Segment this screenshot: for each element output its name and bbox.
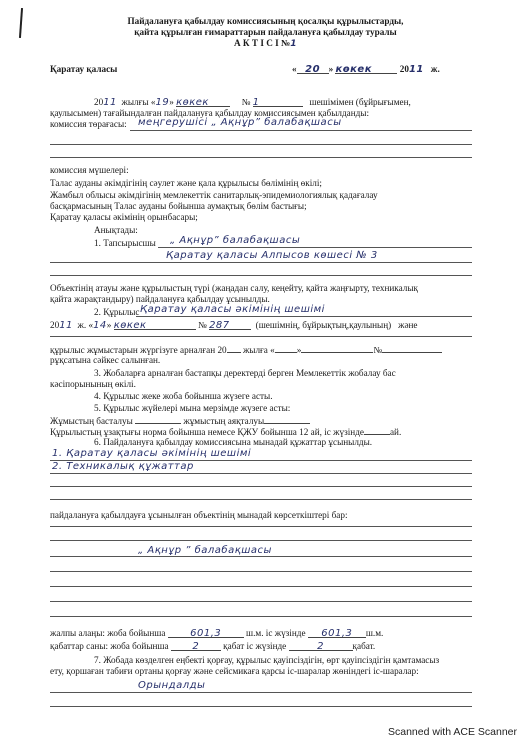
act-date: « 20 » көкек 2011 ж. (292, 64, 440, 75)
permit-line-a: құрылыс жұмыстарын жүргізуге арналған 20 (50, 345, 227, 355)
chair-underline (130, 130, 472, 131)
customer-address: Қаратау қаласы Алпысов көшесі № 3 (166, 250, 378, 261)
build-no-label: № (197, 320, 207, 330)
customer-name: „ Ақнұр” балабақшасы (170, 235, 301, 246)
decision-line2: қаулысымен) тағайындалған пайдалануға қабылдау комиссиясымен қабылданды: (50, 108, 370, 118)
blank-line (50, 486, 472, 487)
decision-number: 1 (252, 97, 260, 108)
item3-line1: 3. Жобаларға арналған бастапқы деректерді берген Мемлекеттік жобалау бас (94, 368, 396, 378)
area-label: жалпы алаңы: жоба бойынша (50, 628, 166, 638)
act-title (0, 38, 531, 50)
member-4: Қаратау қаласы әкімінің орынбасары; (50, 212, 198, 222)
act-date-suffix: ж. (430, 64, 440, 74)
act-number: 1 (290, 39, 297, 49)
area-line (50, 628, 383, 639)
item7-line2: ету, қоршаған табиғи ортаны қорғау және сейсмикаға қарсы іс-шаралар жөніндегі іс-шаралар: (50, 666, 419, 676)
decision-day: 19 (155, 97, 170, 108)
build-basis: Қаратау қаласы әкімінің шешімі (140, 304, 325, 315)
customer-underline (158, 247, 472, 248)
blank-line (50, 616, 472, 617)
build-number: 287 (209, 320, 230, 331)
duration-line-a: Құрылыстың ұзақтығы норма бойынша немесе ҚЖУ бойынша 12 ай, іс жүзінде (50, 427, 364, 437)
blank-line (50, 571, 472, 572)
blank-line (50, 157, 472, 158)
blank-line (50, 540, 472, 541)
item1-label: 1. Тапсырысшы (94, 238, 156, 248)
decision-year-prefix: 20 (94, 97, 104, 107)
build-tail1: (шешімнің, бұйрықтың,қаулының) (255, 320, 392, 330)
header-line1: Пайдалануға қабылдау комиссиясының қосалқы құрылыстарды, (127, 16, 404, 26)
object-name-underline (50, 556, 472, 557)
permit-line-c: » (296, 345, 302, 355)
blank-line (50, 706, 472, 707)
decision-close-quote: » (169, 97, 174, 107)
decision-jylgy: жылғы « (121, 97, 156, 107)
area-unit2: ш.м. (365, 628, 384, 638)
act-date-month: көкек (335, 64, 372, 75)
build-month: көкек (113, 320, 147, 331)
item7-result: Орындалды (138, 680, 206, 691)
item2-label: 2. Құрылыс (94, 307, 140, 317)
item7-underline (50, 692, 472, 693)
indicators-label: пайдалануға қабылдауға ұсынылған объектінің мынадай көрсеткіштері бар: (50, 510, 348, 520)
header-line2: қайта құрылған ғимараттарын пайдалануға қабылдау туралы (134, 27, 397, 37)
blank-line (50, 526, 472, 527)
anyqtady-label: Анықтады: (94, 225, 138, 235)
area-unit1: ш.м. іс жүзінде (246, 628, 306, 638)
blank-line (50, 336, 472, 337)
build-zh: ж. « (77, 320, 94, 330)
document-2-underline (50, 473, 472, 474)
item6: 6. Пайдалануға қабылдау комиссиясына мынадай құжаттар ұсынылды. (94, 437, 373, 447)
blank-line (50, 586, 472, 587)
member-1: Талас ауданы әкімдігінің сәулет және қала құрылысы бөлімінің өкілі; (50, 178, 322, 188)
act-date-year: 11 (408, 64, 424, 75)
works-start-label: Жұмыстың басталуы (50, 416, 133, 426)
member-2: Жамбыл облысы әкімдігінің мемлекеттік санитарлық-эпидемиологиялық қадағалау (50, 190, 378, 200)
blank-line (50, 499, 472, 500)
area-project: 601,3 (190, 628, 222, 639)
item7-line1: 7. Жобада көзделген еңбекті қорғау, құрылыс қауіпсіздігін, өрт қауіпсіздігін қамтамасыз (94, 655, 440, 665)
decision-no-label: № (241, 97, 251, 107)
duration-line-b: ай. (389, 427, 402, 437)
decision-month: көкек (176, 97, 209, 108)
item4: 4. Құрылыс жеке жоба бойынша жүзеге асты. (94, 391, 273, 401)
floors-fact: 2 (317, 641, 324, 652)
decision-year: 11 (103, 97, 117, 108)
city-label: Қаратау қаласы (50, 64, 118, 74)
chair-label: комиссия төрағасы: (50, 119, 127, 129)
floors-label: қабаттар саны: жоба бойынша (50, 641, 169, 651)
object-type-line2: қайта жарақтандыру) пайдалануға қабылдау ұсынылды. (50, 294, 270, 304)
build-basis-underline (136, 316, 472, 317)
act-date-year-prefix: 20 (399, 64, 409, 74)
area-fact: 601,3 (321, 628, 353, 639)
build-year-prefix: 20 (50, 320, 60, 330)
object-name: „ Ақнұр ” балабақшасы (138, 545, 272, 556)
permit-line-b: жылға « (242, 345, 275, 355)
decision-tail: шешімімен (бұйрығымен, (309, 97, 411, 107)
permit-line-d: № (373, 345, 383, 355)
permit-line2: рұқсатына сәйкес салынған. (50, 355, 161, 365)
object-type-line1: Объектінің атауы және құрылыстың түрі (жаңадан салу, кеңейту, қайта жаңғырту, техникалық (50, 283, 418, 293)
customer-address-underline (50, 262, 472, 263)
chair-value: меңгерушісі „ Ақнұр” балабақшасы (138, 117, 342, 128)
blank-line (50, 144, 472, 145)
member-3: басқармасының Талас ауданы бойынша аумақтық бөлім бастығы; (50, 201, 307, 211)
scanner-watermark: Scanned with ACE Scanner (388, 726, 517, 738)
floors-unit2: қабат. (352, 641, 376, 651)
build-close-quote: » (106, 320, 112, 330)
document-2: 2. Техникалық құжаттар (52, 461, 194, 472)
works-end-label: жұмыстың аяқталуы (183, 416, 265, 426)
item5: 5. Құрылыс жүйелері мына мерзімде жүзеге асты: (94, 403, 291, 413)
build-tail2: және (398, 320, 418, 330)
floors-unit1: қабат іс жүзінде (223, 641, 287, 651)
build-year: 11 (59, 320, 73, 331)
floors-line (50, 641, 375, 652)
item3-line2: кәсіпорынының өкілі. (50, 379, 136, 389)
floors-project: 2 (192, 641, 200, 652)
build-day: 14 (93, 320, 107, 331)
act-label: А К Т І С І № (234, 38, 291, 48)
members-label: комиссия мүшелері: (50, 165, 129, 175)
document-1: 1. Қаратау қаласы әкімінің шешімі (52, 448, 252, 459)
blank-line (50, 275, 472, 276)
act-date-day: 20 (305, 64, 321, 75)
blank-line (50, 601, 472, 602)
build-date-line (50, 320, 418, 332)
